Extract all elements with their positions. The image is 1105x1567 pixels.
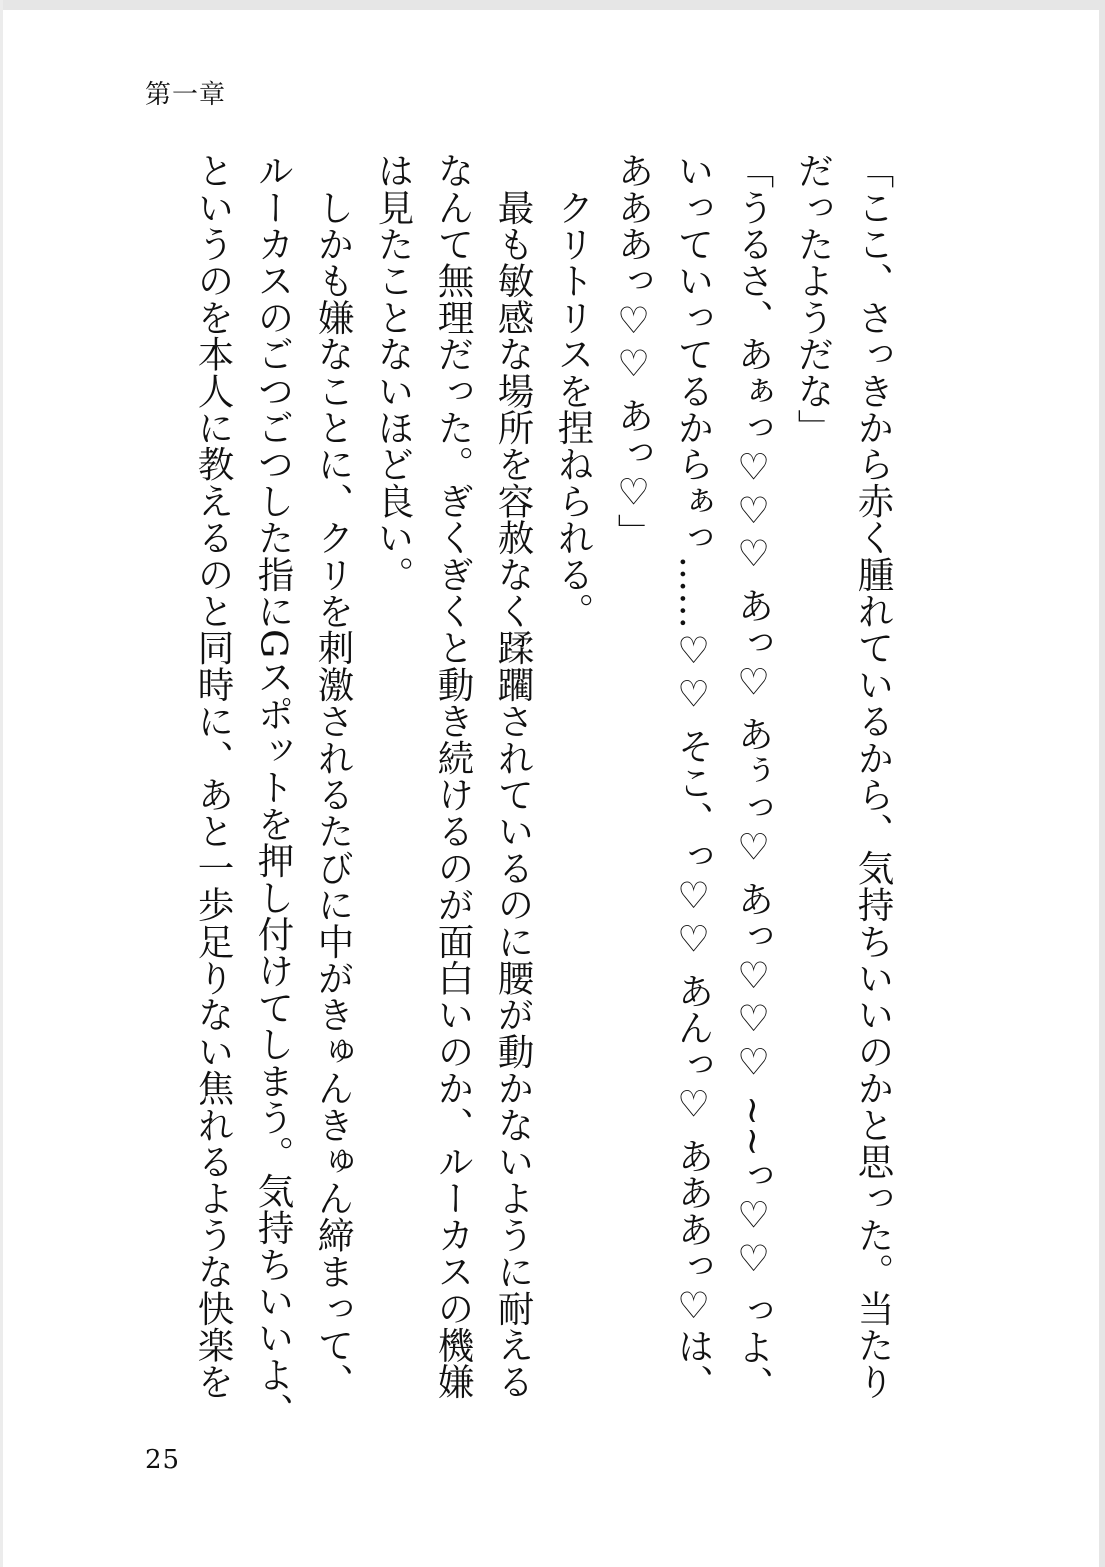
page-top-border [0, 0, 1105, 10]
paragraph-1: 「ここ、さっきから赤く腫れているから、気持ちいいのかと思った。当たりだったようだな」 [792, 152, 895, 1400]
paragraph-5: しかも嫌なことに、クリを刺激されるたびに中がきゅんきゅん締まって、ルーカスのごつごつした指にGスポットを押し付けてしまう。気持ちいいよ、というのを本人に教えるのと同時に、あと一歩足りない焦れるような快楽を [192, 152, 355, 1430]
paragraph-3: クリトリスを捏ねられる。 [552, 152, 595, 630]
page-right-border [1099, 0, 1105, 1567]
page-left-border [0, 0, 3, 1567]
vertical-body-text [138, 152, 903, 1432]
paragraph-2: 「うるさ、あぁっ♡♡♡ あっ♡ あぅっ♡ あっ♡♡♡ ~~っ♡♡ っよ、いっていってるからぁっ……♡♡ そこ、っ♡♡ あんっ♡ あああっ♡は、あああっ♡♡ あっ♡」 [612, 152, 775, 1402]
running-header: 第一章 [145, 80, 227, 110]
page-number: 25 [145, 1445, 181, 1475]
paragraph-4: 最も敏感な場所を容赦なく蹂躙されているのに腰が動かないように耐えるなんて無理だった。ぎくぎくと動き続けるのが面白いのか、ルーカスの機嫌は見たことないほど良い。 [372, 152, 535, 1400]
